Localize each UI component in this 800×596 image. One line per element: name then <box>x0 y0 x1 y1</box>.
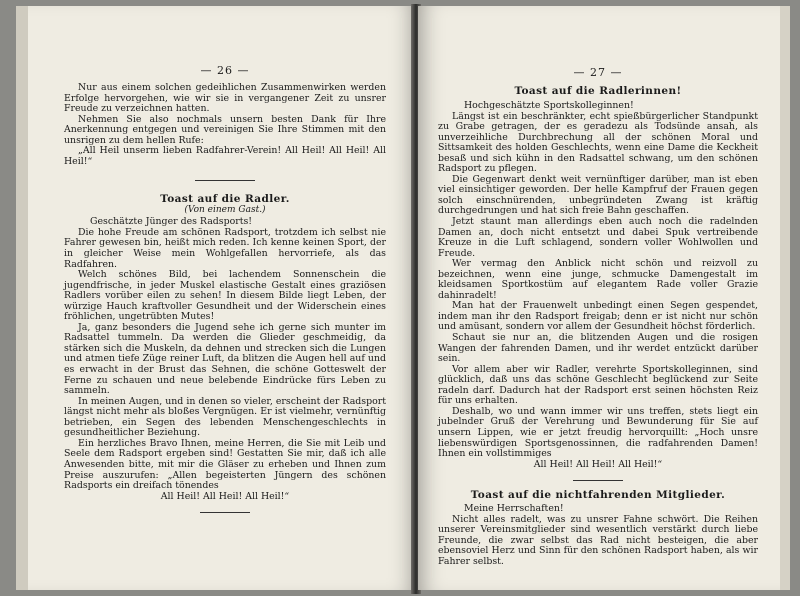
body-paragraph: Schaut sie nur an, die blitzenden Augen und die rosigen Wangen der fahrenden Damen, und ihr werdet entzückt darüber sein. <box>438 332 758 365</box>
closing-line: All Heil! All Heil! All Heil!“ <box>160 490 290 502</box>
body-paragraph: Die Gegenwart denkt weit vernünftiger darüber, man ist eben viel einsichtiger geworden. Der helle Kampfruf der Frauen gegen solch einschnürenden, unbegründeten Zwang ist kräftig durchgedrungen und hat sich freie Bahn geschaffen. <box>438 173 758 217</box>
body-paragraph: Welch schönes Bild, bei lachendem Sonnenschein die jugendfrische, in jeder Muskel elastische Gestalt eines graziösen Radlers vorüber eilen zu sehen! In diesem Bilde liegt Leben, der würzige Hauch kraftvoller Gesundheit und der Widerschein eines fröhlichen, ungetrübten Mutes! <box>64 269 386 323</box>
greeting: Hochgeschätzte Sportskolleginnen! <box>464 100 634 111</box>
body-paragraph: Jetzt staunt man allerdings eben auch noch die radelnden Damen an, doch nicht entsetzt und dabei Spuk vertreibende Kreuze in die Luft schlagend, sondern voller Wohlwollen und Freude. <box>438 216 758 259</box>
body-paragraph: Man hat der Frauenwelt unbedingt einen Segen gespendet, indem man ihr den Radsport freigab; denn er ist nicht nur schön und amüsant, sondern vor allem der Gesundheit höchst förderlich. <box>438 300 758 333</box>
section-title: Toast auf die Radler. <box>160 193 290 206</box>
body-paragraph: Die hohe Freude am schönen Radsport, trotzdem ich selbst nie Fahrer gewesen bin, heißt mich reden. Ich kenne keinen Sport, der in gleicher Weise mein Wohlgefallen hervorriefe, als das Radfahren. <box>64 226 386 270</box>
section-title: Toast auf die nichtfahrenden Mitglieder. <box>470 489 726 502</box>
body-paragraph: Vor allem aber wir Radler, verehrte Sportskolleginnen, sind glücklich, daß uns das schöne Geschlecht beglückend zur Seite radeln darf. Dadurch hat der Radsport erst seinen höchsten Reiz für uns erhalten. <box>438 363 758 407</box>
body-paragraph: Deshalb, wo und wann immer wir uns treffen, stets liegt ein jubelnder Gruß der Verehrung und Bewunderung für Sie auf unsern Lippen, wie er jetzt freudig hervorquillt: „Hoch unsre liebenswürdigen Sportsgenossinnen, die radfahrenden Damen! Ihnen ein vollstimmiges <box>438 405 758 460</box>
end-divider <box>200 512 250 513</box>
body-paragraph: Ein herzliches Bravo Ihnen, meine Herren, die Sie mit Leib und Seele dem Radsport ergeben sind! Gestatten Sie mir, daß ich alle Anwesenden bitte, mit mir die Gläser zu erheben und Ihnen zum Preise auszurufen: „Allen begeisterten Jüngern des schönen Radsports ein dreifach tönendes <box>64 437 386 492</box>
section-subtitle: (Von einem Gast.) <box>184 205 266 216</box>
greeting: Geschätzte Jünger des Radsports! <box>90 216 253 228</box>
body-paragraph: In meinen Augen, und in denen so vieler, erscheint der Radsport längst nicht mehr als bloßes Vergnügen. Er ist vielmehr, vernünftig betrieben, ein Segen des lebenden Menschengeschlechts in gesundheitlicher Beziehung. <box>64 395 386 439</box>
section-divider <box>195 180 255 181</box>
body-paragraph: Nicht alles radelt, was zu unsrer Fahne schwört. Die Reihen unserer Vereinsmitglieder sind wesentlich verstärkt durch liebe Freunde, die zwar selbst das Rad nicht besteigen, die aber ebensoviel Herz und Sinn für den schönen Radsport haben, als wir Fahrer selbst. <box>438 513 758 567</box>
intro-paragraph: Nur aus einem solchen gedeihlichen Zusammenwirken werden Erfolge hervorgehen, wie wir sie in vergangener Zeit zu unsrer Freude zu verzeichnen hatten. <box>64 82 386 115</box>
page-number-right: — 27 — <box>573 66 623 79</box>
right-page <box>418 6 790 590</box>
body-paragraph: Wer vermag den Anblick nicht schön und reizvoll zu bezeichnen, wenn eine junge, schmucke Damengestalt im kleidsamen Sportkostüm auf elegantem Rade voller Grazie dahinradelt! <box>438 258 758 301</box>
body-paragraph: Ja, ganz besonders die Jugend sehe ich gerne sich munter im Radsattel tummeln. Da werden die Glieder geschmeidig, da stärken sich die Muskeln, da dehnen und strecken sich die Lungen und atmen tiefe Züge reiner Luft, da blitzen die Augen hell auf und es erwacht in der Brust das Sehnen, die schöne Gotteswelt der Ferne zu schauen und neue belebende Eindrücke fürs Leben zu sammeln. <box>64 321 386 397</box>
left-page <box>16 6 416 590</box>
greeting: Meine Herrschaften! <box>464 503 564 515</box>
body-paragraph: Längst ist ein beschränkter, echt spießbürgerlicher Standpunkt zu Grabe getragen, der es geradezu als Todsünde ansah, als unverzeihliche Durchbrechung all der schönen Moral und Sittsamkeit des holden Geschlechts, wenn eine Dame die Keckheit besaß und sich kühn in den Radsattel schwang, um den schönen Radsport zu pflegen. <box>438 110 758 175</box>
open-book <box>6 0 796 596</box>
intro-paragraph: „All Heil unserm lieben Radfahrer-Verein! All Heil! All Heil! All Heil!“ <box>64 145 386 167</box>
section-divider <box>573 480 623 481</box>
page-number-left: — 26 — <box>200 64 250 77</box>
closing-line: All Heil! All Heil! All Heil!“ <box>533 458 663 470</box>
intro-paragraph: Nehmen Sie also nochmals unsern besten Dank für Ihre Anerkennung entgegen und vereinigen Sie Ihre Stimmen mit den unsrigen zu dem hellen Rufe: <box>64 113 386 146</box>
section-title: Toast auf die Radlerinnen! <box>514 85 682 97</box>
